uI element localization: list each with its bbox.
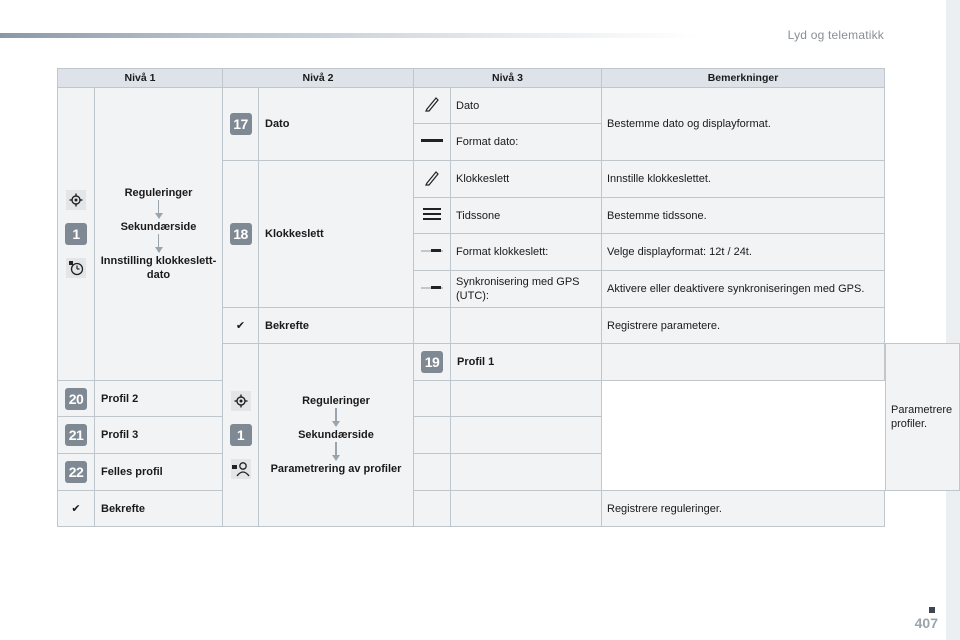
down-arrow-icon [332, 408, 340, 428]
list-icon [423, 207, 441, 221]
step-badge: 21 [65, 424, 87, 446]
header-level-3: Nivå 3 [414, 69, 602, 88]
empty-cell [602, 344, 885, 381]
level3-dato: Dato [451, 88, 602, 124]
down-arrow-icon [332, 442, 340, 462]
level1-icons-cell [58, 88, 95, 381]
level3-icon-cell [414, 234, 451, 271]
remark-bekrefte: Registrere parametere. [602, 308, 885, 344]
level2-badge-cell [223, 88, 259, 161]
level2-badge-cell [58, 454, 95, 491]
remark-dato: Bestemme dato og displayformat. [602, 88, 885, 161]
level3-icon-cell [414, 124, 451, 161]
header-level-1: Nivå 1 [58, 69, 223, 88]
table-row [58, 417, 960, 454]
level2-badge-cell [414, 344, 451, 381]
level2-badge-cell [58, 381, 95, 417]
level3-tidssone: Tidssone [451, 198, 602, 234]
level2-dato: Dato [259, 88, 414, 161]
empty-cell [451, 417, 602, 454]
level3-icon-cell [414, 198, 451, 234]
level2-profil-3: Profil 3 [95, 417, 223, 454]
empty-cell [414, 454, 451, 491]
header-level-2: Nivå 2 [223, 69, 414, 88]
path-step-parametrering: Parametrering av profiler [270, 463, 402, 475]
header-accent-bar [0, 33, 700, 38]
level1-path-cell [259, 344, 414, 527]
path-step-sekundaerside: Sekundærside [298, 429, 374, 441]
remark-profiler: Parametrere profiler. [886, 344, 960, 491]
empty-cell [451, 491, 602, 527]
step-badge: 17 [230, 113, 252, 135]
profile-icon [231, 459, 251, 479]
path-step-reguleringer: Reguleringer [302, 395, 370, 407]
pencil-icon [424, 96, 440, 112]
level3-icon-cell [414, 88, 451, 124]
menu-table [57, 68, 960, 527]
step-badge: 20 [65, 388, 87, 410]
empty-cell [414, 381, 451, 417]
checkmark-icon: ✔ [58, 491, 95, 527]
level1-icons-cell [223, 344, 259, 527]
level3-icon-cell [414, 161, 451, 198]
remark-format-klokkeslett: Velge displayformat: 12t / 24t. [602, 234, 885, 271]
remark-bekrefte: Registrere reguleringer. [602, 491, 885, 527]
table-row [58, 88, 960, 124]
level2-badge-cell [58, 417, 95, 454]
table-row [58, 381, 960, 417]
header-remarks: Bemerkninger [602, 69, 885, 88]
toggle-bar-icon [421, 284, 443, 292]
toggle-bar-icon [421, 247, 443, 255]
table-row [58, 454, 960, 491]
empty-cell [451, 381, 602, 417]
format-bar-icon [421, 137, 443, 145]
level2-profil-2: Profil 2 [95, 381, 223, 417]
step-badge: 19 [421, 351, 443, 373]
empty-cell [414, 491, 451, 527]
path-step-reguleringer: Reguleringer [124, 187, 193, 199]
level3-icon-cell [414, 271, 451, 308]
settings-gear-icon [231, 391, 251, 411]
level3-synkronisering: Synkronisering med GPS (UTC): [451, 271, 602, 308]
level2-profil-1: Profil 1 [451, 344, 602, 381]
level2-klokkeslett: Klokkeslett [259, 161, 414, 308]
down-arrow-icon [155, 234, 163, 254]
clock-icon [66, 258, 86, 278]
section-title: Lyd og telematikk [787, 28, 884, 42]
level3-format-dato: Format dato: [451, 124, 602, 161]
empty-cell [414, 308, 451, 344]
level2-bekrefte: Bekrefte [259, 308, 414, 344]
step-badge: 22 [65, 461, 87, 483]
remark-tidssone: Bestemme tidssone. [602, 198, 885, 234]
page-marker [929, 607, 935, 613]
pencil-icon [424, 170, 440, 186]
path-step-sekundaerside: Sekundærside [120, 221, 197, 233]
remark-klokkeslett: Innstille klokkeslettet. [602, 161, 885, 198]
header-row [58, 69, 960, 88]
settings-gear-icon [66, 190, 86, 210]
checkmark-icon: ✔ [223, 308, 259, 344]
level2-felles-profil: Felles profil [95, 454, 223, 491]
page-number: 407 [914, 615, 938, 631]
level3-format-klokkeslett: Format klokkeslett: [451, 234, 602, 271]
remark-synkronisering: Aktivere eller deaktivere synkroniseringen med GPS. [602, 271, 885, 308]
level2-badge-cell [223, 161, 259, 308]
level3-klokkeslett: Klokkeslett [451, 161, 602, 198]
empty-cell [414, 417, 451, 454]
level2-bekrefte: Bekrefte [95, 491, 223, 527]
table-row [58, 491, 960, 527]
down-arrow-icon [155, 200, 163, 220]
level1-path-cell [95, 88, 223, 381]
empty-cell [451, 308, 602, 344]
path-step-innstilling: Innstilling klokkeslett-dato [100, 255, 217, 281]
empty-cell [451, 454, 602, 491]
step-badge: 18 [230, 223, 252, 245]
step-badge: 1 [65, 223, 87, 245]
step-badge: 1 [230, 424, 252, 446]
